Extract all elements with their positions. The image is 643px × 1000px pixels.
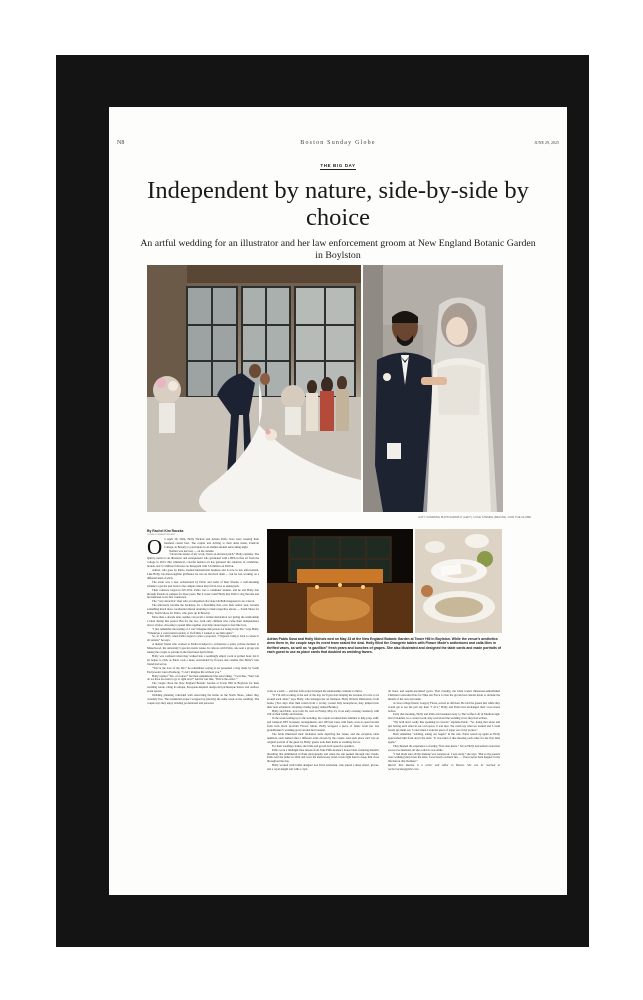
page-number: N8 xyxy=(117,140,125,146)
byline-role: GLOBE CORRESPONDENT xyxy=(147,533,176,536)
article-paragraph: “I had made sure all my makeup was waterproof. I was ready,” she says. “But as my parents were walking [me] down the aisle, I was barely as much fun. … I have never been happier in my life than at that moment.” xyxy=(388,751,500,764)
article-paragraph: Their romance began in fall 2012. Pablo was a commuter student, and he and Holly met through friends on campus for three years. But it wasn’t until Holly met Pablo’s dog that she and her husband-to-be first connected. xyxy=(147,587,259,600)
masthead: Boston Sunday Globe xyxy=(300,140,376,146)
article-paragraph: The university became the backdrop for a friendship that, over their senior year, became something much more. Graduation meant returning to their respective shores — South Shore for Holly, North Shore for Pablo, who grew up in Beverly. xyxy=(147,603,259,616)
article-paragraph: A mutual friend who worked at Endicott helped to orchestrate a quiet, private moment at Misselwood, the university’s special events venue. In cahoots with Pablo, she sent a group text asking the couple to partake in the fabricated April mixer. xyxy=(147,642,259,655)
article-paragraph: Pablo wore a midnight blue tuxedo from Saks Fifth Avenue’s house label, featuring metallic threading that shimmered in flash photography and when the sun peeked through rain clouds. Pablo lent his father in 2024 and wore his anniversary band on his right hand to keep him close throughout the day. xyxy=(267,747,379,764)
section-kicker-label: THE BIG DAY xyxy=(320,163,356,168)
wedding-dip-illustration xyxy=(147,265,361,512)
article-paragraph: More than a decade later, neither can recall a formal declaration nor giving the relationship a label during this period. But for the two, both only children who value their independence above all else, choosing to spend time together over time alone began to feel like love. xyxy=(147,614,259,627)
place-setting-illustration xyxy=(415,529,502,633)
article-paragraph: They likened the experience to feeling “first-date jitters,” but as Holly descended toward her soon-to-be husband, all she could do was smile. xyxy=(388,743,500,752)
article-paragraph: Adrian, who goes by Pablo, studied international business and is now in law enforcement. Like Holly, his then-longtime girlfriend, he was an involved alum — but he was working on a different kind of pitch. xyxy=(147,568,259,580)
wedding-dip-photo xyxy=(147,265,361,512)
couple-portrait-illustration xyxy=(363,265,503,512)
article-paragraph: Holly was confused when they walked into a seemingly empty room at golden hour, but it all began to click as Pablo took a knee, surrounded by flowers and candles that Holly’s best friend had set up. xyxy=(147,654,259,666)
author-tagline: Rachel Kim Raczka is a writer and editor in Boston. She can be reached at rachel.raczka@globe.com. xyxy=(388,763,500,772)
headline: Independent by nature, side-by-side by choice xyxy=(147,177,529,231)
section-kicker xyxy=(109,163,567,168)
newspaper-page xyxy=(109,107,567,895)
article-column-2 xyxy=(267,690,379,772)
article-paragraph: tal bead- and sequin-encrusted gown. That evening, the bride traded rhinestone-embellished Christian Louboutin flats for Nike Air Force 1s that the groom had custom made to include the initials of her new last name. xyxy=(388,689,500,701)
issue-date: JUNE 29, 2025 xyxy=(534,140,559,145)
article-paragraph: Holly replied “Yes, of course!” but then remembered the networking. “I was like, ‘Wait, but do we have an event to go to right now?’ And he was like, ‘This is the event.’” xyxy=(147,673,259,682)
orangerie-illustration xyxy=(267,529,413,633)
photo-credit: KATY CUMMING PHOTOGRAPHY (LEFT), COLE STEMKE (BELOW) / FOR THE GLOBE xyxy=(418,515,531,519)
article-paragraph: Both remember “sobbing, eating our bagels” in the cafe. Pablo teared up again as Holly approached him from down the aisle: “It was kind of like meeting each other for the first time again.” xyxy=(388,731,500,744)
article-paragraph: The event was a ruse orchestrated by Pablo and some of their friends, a well-meaning scheme to get the pair back to the campus where they fell in love as undergrads. xyxy=(147,579,259,588)
article-paragraph: Neither was nervous — on the outside. xyxy=(169,548,215,553)
drop-cap: O xyxy=(147,534,163,559)
article-paragraph: “If I’m still working at the end of the day, he’ll just start helping me because it’s nice to be around each other,” says Holly, who manages her art business, Holly Nichols Illustration, from home. (Two days after their return from a 12-day coastal Italy honeymoon, they jumped into their next adventure: adopting a husky puppy named Beckle.) xyxy=(267,692,379,709)
article-paragraph: work as a team — and that both projects helped the relationship continue to thrive. xyxy=(267,689,363,693)
article-paragraph: In the week leading up to the wedding, the couple recruited their families to help prep, stuff, and transport DIY bouquets, arrangements, and 100 bud vases with fresh, soon-to-open blooms from both floral provider Flower Mode. Holly wrapped a piece of fabric from her late grandmother’s wedding gown around her bouquet. xyxy=(267,716,379,733)
article-paragraph: Early that morning, Holly and Pablo had sneaked away to The Coffee Loft in Marlborough. Over breakfast, in a corner booth, they read aloud the wedding vows they had written. xyxy=(388,712,500,721)
orangerie-night-photo xyxy=(267,529,413,633)
article-paragraph: Holly worked with bridal designer Lee Petra Grebenau, who paired a sheer shawl, gloves, and a royal-length veil with a cryst- xyxy=(267,763,379,772)
article-paragraph: Wedding planning coincided with renovating the home on the North Shore, where they currently live. The residential project wrapped up (mostly) the same week as the wedding. The couple says they enjoy tackling professional and personal xyxy=(147,693,259,705)
article-paragraph: Holly and Pablo, now both 34, wed on Friday, May 23, in an early evening ceremony with 106 of their family and friends. xyxy=(267,708,379,717)
article-paragraph: The bride illustrated their invitation suite depicting the venue, and the reception table numbers, each named after a different artist chosen by the couple. And each place card was an original portrait of the guest by Holly; guests took their home as wedding favors. xyxy=(267,731,379,744)
article-paragraph: “We both don’t really like speaking in crowds,” explains Pablo. “So, doing that alone and just having each other in our own space, it was nice. We could say what we wanted and I could barely get them out. I cried when I took the piece of paper out of my pocket.” xyxy=(388,720,500,733)
article-paragraph: The couple chose the New England Botanic Garden at Tower Hill in Boylston for their wedding venue, citing its unique, European-inspired design and picturesque indoor and outdoor event spaces. xyxy=(147,681,259,694)
page-folio xyxy=(109,140,567,150)
couple-portrait-photo xyxy=(363,265,503,512)
article-paragraph: “I just remember the feeling of, I can’t imagine this person not being in my life,” says Holly. “Whenever a conversation ended, or I left him, I wanted to see him again.” xyxy=(147,626,260,635)
article-column-1 xyxy=(147,530,259,706)
article-paragraph: So, in fall 2023, when Pablo began to plan a proposal, “I figured, bring it back to where it all started,” he says. xyxy=(147,634,259,643)
article-paragraph: “Given the nature of my work, I have an elevated pitch,” Holly explains. The Quincy native is an illustrator and entrepreneur who graduated with a BFA in fine art from the college in 2013. Her whimsical, colorful fashion art has garnered the attention of celebrities, brands, and 3.1 million followers on Instagram with 5.6 million on TikTok. xyxy=(147,552,259,569)
article-paragraph: “You’re the love of my life,” he remembers saying as he presented a ring made by South End jeweler Laura Preshong. “I can’t imagine life without you.” xyxy=(147,665,259,674)
photo-caption: Adrian Pablo Sosa and Holly Nichols wed on May 23 at the New England Botanic Garden at Tower Hill in Boylston. While the venue’s aesthetics drew them in, the couple says its event team sealed the deal. Holly filled the Orangerie tables with Flower Mode’s antheriums and calla lilies in thrifted vases, as well as “a gazillion” fresh pears and bunches of grapes. She also illustrated and designed the table cards and made portraits of each guest to use as place cards that doubled as wedding favors. xyxy=(267,637,502,654)
article-paragraph: For their wedding clothes, the bride and groom both opted for sparkles. xyxy=(272,743,355,748)
article-column-3 xyxy=(388,690,500,772)
article-paragraph: A close college friend, Gregory Fierra, served as officiant. He told the guests that while they would get to see the pair say their “I do’s,” Holly and Pablo had exchanged their vows hours before. xyxy=(388,700,500,713)
table-setting-photo xyxy=(415,529,502,633)
byline: By Rachel Kim Raczka xyxy=(147,529,184,533)
deck: An artful wedding for an illustrator and her law enforcement groom at New England Botanic Garden in Boylston xyxy=(140,238,536,261)
article-paragraph: The “very attractive” man who accompanied chocolate lab Bella happened to be a heron. xyxy=(152,599,255,604)
article-paragraph: n April 26, 2024, Holly Nichols and Adrian Pablo Sosa were wearing their business casual best. The couple was driving to their alma mater, Endicott College, in Beverly to participate in an alumni-student networking night. xyxy=(164,536,259,549)
